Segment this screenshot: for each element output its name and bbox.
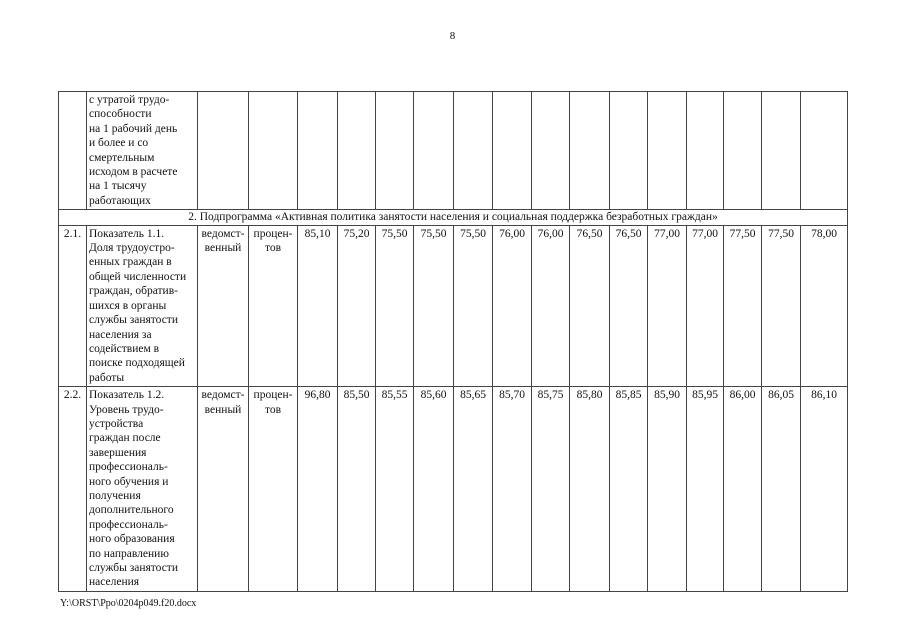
value-cell: 85,50: [338, 387, 376, 592]
value-cell: 75,50: [454, 225, 493, 386]
table-row: [59, 387, 848, 592]
value-cell: 86,05: [762, 387, 801, 592]
indicator-name-cell: с утратой трудо- способности на 1 рабочий день и более и со смертельным исходом в расчете на 1 тысячу работающих: [87, 92, 198, 210]
empty-cell: [338, 92, 376, 210]
empty-cell: [414, 92, 454, 210]
indicators-table: [58, 91, 848, 592]
value-cell: 77,50: [762, 225, 801, 386]
indicator-name-cell: Показатель 1.1. Доля трудоустро- енных граждан в общей численности граждан, обратив- шихся в органы службы занятости населения за содействием в поиске подходящей работы: [87, 225, 198, 386]
page-number: 8: [449, 30, 456, 42]
value-cell: 76,00: [532, 225, 570, 386]
value-cell: 85,85: [610, 387, 648, 592]
row-index: 2.1.: [59, 225, 87, 386]
value-cell: 85,75: [532, 387, 570, 592]
value-cell: 85,65: [454, 387, 493, 592]
value-cell: 77,00: [687, 225, 724, 386]
value-cell: 85,95: [687, 387, 724, 592]
empty-cell: [376, 92, 414, 210]
value-cell: 85,10: [298, 225, 338, 386]
empty-cell: [532, 92, 570, 210]
row-index: 2.2.: [59, 387, 87, 592]
value-cell: 85,70: [493, 387, 532, 592]
value-cell: 76,50: [610, 225, 648, 386]
cell-index: [59, 92, 87, 210]
value-cell: 86,00: [724, 387, 762, 592]
unit-cell: процен- тов: [249, 225, 298, 386]
section-title: 2. Подпрограмма «Активная политика занятости населения и социальная поддержка безработных граждан»: [59, 210, 848, 225]
empty-cell: [249, 92, 298, 210]
section-header-row: [59, 210, 848, 225]
file-path-footer: Y:\ORST\Ppo\0204p049.f20.docx: [60, 598, 197, 609]
value-cell: 85,90: [648, 387, 687, 592]
value-cell: 86,10: [801, 387, 848, 592]
table-row: [59, 225, 848, 386]
empty-cell: [570, 92, 610, 210]
continued-row: [59, 92, 848, 210]
empty-cell: [198, 92, 249, 210]
empty-cell: [687, 92, 724, 210]
value-cell: 96,80: [298, 387, 338, 592]
value-cell: 75,50: [414, 225, 454, 386]
value-cell: 85,60: [414, 387, 454, 592]
value-cell: 85,55: [376, 387, 414, 592]
value-cell: 78,00: [801, 225, 848, 386]
empty-cell: [724, 92, 762, 210]
source-cell: ведомст- венный: [198, 225, 249, 386]
empty-cell: [801, 92, 848, 210]
unit-cell: процен- тов: [249, 387, 298, 592]
value-cell: 77,00: [648, 225, 687, 386]
value-cell: 76,50: [570, 225, 610, 386]
empty-cell: [762, 92, 801, 210]
value-cell: 77,50: [724, 225, 762, 386]
value-cell: 76,00: [493, 225, 532, 386]
empty-cell: [493, 92, 532, 210]
empty-cell: [298, 92, 338, 210]
empty-cell: [610, 92, 648, 210]
value-cell: 75,50: [376, 225, 414, 386]
value-cell: 75,20: [338, 225, 376, 386]
empty-cell: [454, 92, 493, 210]
value-cell: 85,80: [570, 387, 610, 592]
indicator-name-cell: Показатель 1.2. Уровень трудо- устройства граждан после завершения профессиональ- ного обучения и получения дополнительного профессиональ- ного образования по направлению службы занятости населения: [87, 387, 198, 592]
empty-cell: [648, 92, 687, 210]
source-cell: ведомст- венный: [198, 387, 249, 592]
